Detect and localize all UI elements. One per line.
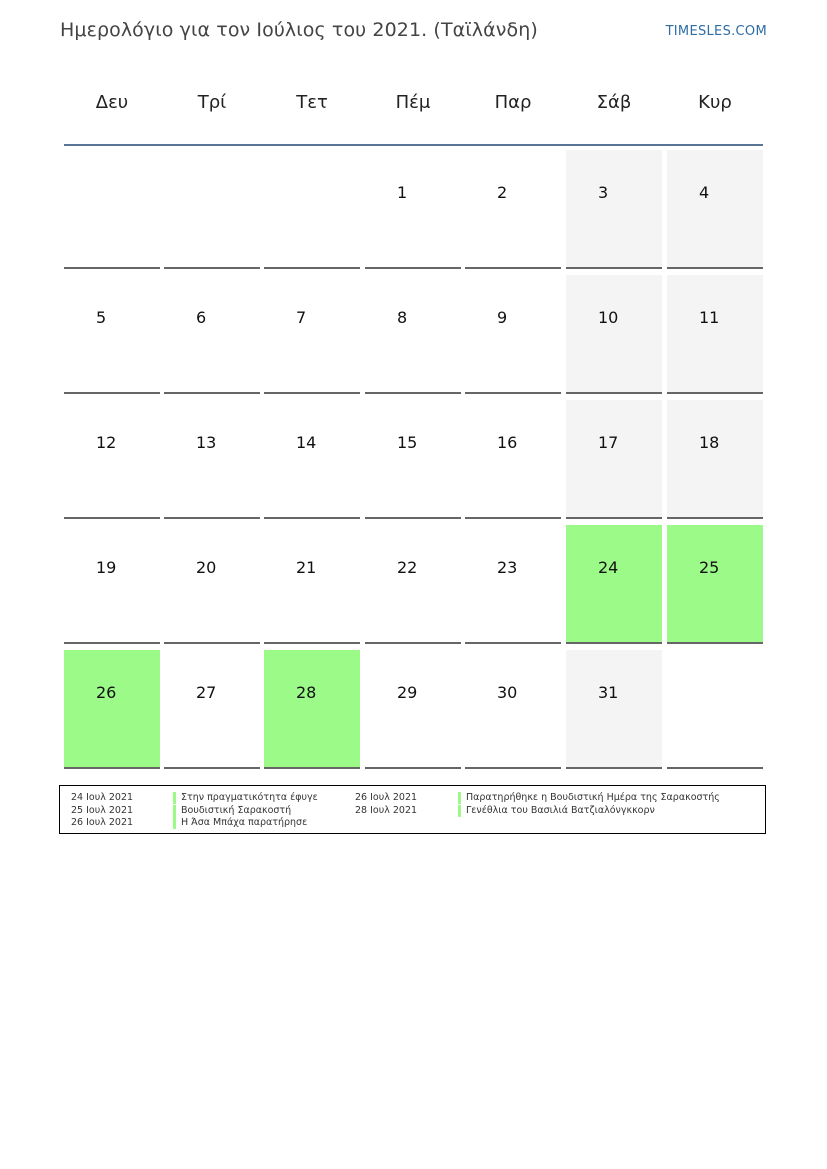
day-number: 30 — [497, 683, 518, 702]
day-number: 21 — [296, 558, 317, 577]
day-cell[interactable] — [365, 400, 461, 519]
weekday-label: Δευ — [95, 92, 129, 113]
day-number: 26 — [96, 683, 117, 702]
day-cell[interactable] — [365, 150, 461, 269]
day-cell[interactable] — [465, 150, 561, 269]
day-number: 18 — [699, 433, 720, 452]
legend-holiday-name: Στην πραγματικότητα έφυγε — [173, 792, 318, 803]
day-number: 2 — [497, 183, 508, 202]
day-number: 9 — [497, 308, 508, 327]
weekday-label: Τετ — [296, 92, 328, 113]
day-cell[interactable] — [566, 150, 662, 269]
day-number: 16 — [497, 433, 518, 452]
day-cell[interactable] — [667, 525, 763, 644]
day-number: 25 — [699, 558, 720, 577]
day-number: 11 — [699, 308, 720, 327]
day-number: 31 — [598, 683, 619, 702]
day-number: 14 — [296, 433, 317, 452]
day-number: 12 — [96, 433, 117, 452]
day-number: 27 — [196, 683, 217, 702]
day-cell[interactable] — [566, 400, 662, 519]
day-cell[interactable] — [64, 650, 160, 769]
day-number: 19 — [96, 558, 117, 577]
day-cell[interactable] — [667, 275, 763, 394]
weekday-header — [64, 80, 763, 146]
empty-day-cell — [667, 650, 763, 769]
day-number: 24 — [598, 558, 619, 577]
day-cell[interactable] — [164, 650, 260, 769]
day-cell[interactable] — [264, 400, 360, 519]
legend-holiday-name: Παρατηρήθηκε η Βουδιστική Ημέρα της Σαρακοστής — [458, 792, 720, 803]
day-cell[interactable] — [164, 400, 260, 519]
day-cell[interactable] — [365, 650, 461, 769]
day-cell[interactable] — [667, 400, 763, 519]
legend-holiday-name: Γενέθλια του Βασιλιά Βατζιαλόνγκκορν — [458, 805, 655, 816]
empty-day-cell — [264, 150, 360, 269]
legend-holiday-name: Βουδιστική Σαρακοστή — [173, 805, 291, 816]
day-number: 5 — [96, 308, 107, 327]
legend-date: 28 Ιουλ 2021 — [355, 805, 418, 816]
day-cell[interactable] — [64, 400, 160, 519]
holiday-legend — [59, 785, 766, 834]
day-number: 10 — [598, 308, 619, 327]
day-cell[interactable] — [264, 650, 360, 769]
day-cell[interactable] — [264, 275, 360, 394]
day-cell[interactable] — [365, 525, 461, 644]
empty-day-cell — [64, 150, 160, 269]
day-cell[interactable] — [465, 650, 561, 769]
weekday-label: Κυρ — [698, 92, 732, 113]
legend-date: 26 Ιουλ 2021 — [355, 792, 418, 803]
day-cell[interactable] — [566, 525, 662, 644]
day-number: 15 — [397, 433, 418, 452]
day-cell[interactable] — [465, 400, 561, 519]
day-number: 23 — [497, 558, 518, 577]
day-number: 8 — [397, 308, 408, 327]
day-cell[interactable] — [465, 275, 561, 394]
day-cell[interactable] — [64, 525, 160, 644]
weekday-label: Σάβ — [596, 92, 632, 113]
day-number: 4 — [699, 183, 710, 202]
day-cell[interactable] — [667, 150, 763, 269]
day-number: 3 — [598, 183, 609, 202]
legend-holiday-name: Η Άσα Μπάχα παρατήρησε — [173, 817, 307, 828]
legend-date: 26 Ιουλ 2021 — [71, 817, 134, 828]
day-number: 28 — [296, 683, 317, 702]
day-cell[interactable] — [566, 275, 662, 394]
weekday-label: Πέμ — [395, 92, 431, 113]
weekday-label: Τρί — [197, 92, 227, 113]
weekday-label: Παρ — [494, 92, 532, 113]
day-cell[interactable] — [264, 525, 360, 644]
day-number: 29 — [397, 683, 418, 702]
day-cell[interactable] — [465, 525, 561, 644]
legend-date: 25 Ιουλ 2021 — [71, 805, 134, 816]
day-number: 7 — [296, 308, 307, 327]
day-cell[interactable] — [164, 525, 260, 644]
day-number: 20 — [196, 558, 217, 577]
page-title: Ημερολόγιο για τον Ιούλιος του 2021. (Ταϊλάνδη) — [60, 19, 538, 41]
day-number: 13 — [196, 433, 217, 452]
day-cell[interactable] — [64, 275, 160, 394]
day-number: 17 — [598, 433, 619, 452]
legend-date: 24 Ιουλ 2021 — [71, 792, 134, 803]
day-cell[interactable] — [365, 275, 461, 394]
day-cell[interactable] — [164, 275, 260, 394]
brand-link[interactable]: TIMESLES.COM — [665, 24, 767, 39]
day-number: 22 — [397, 558, 418, 577]
day-number: 6 — [196, 308, 207, 327]
day-cell[interactable] — [566, 650, 662, 769]
day-number: 1 — [397, 183, 408, 202]
empty-day-cell — [164, 150, 260, 269]
